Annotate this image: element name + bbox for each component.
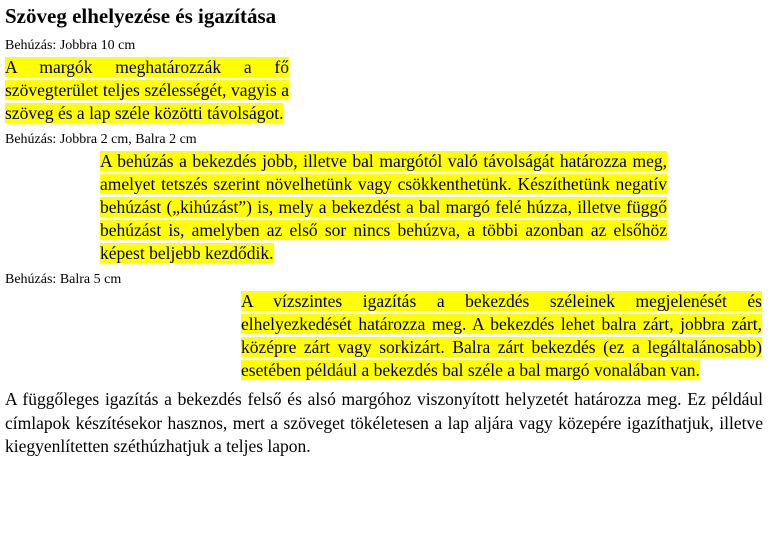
indent-note-3: Behúzás: Balra 5 cm xyxy=(5,271,122,287)
indent-note-2: Behúzás: Jobbra 2 cm, Balra 2 cm xyxy=(5,131,197,147)
paragraph-margins xyxy=(5,56,289,126)
highlighted-text-1: A margók meghatározzák a fő szövegterület teljes szélességét, vagyis a szöveg és a lap széle közötti távolságot. xyxy=(5,57,289,124)
highlighted-text-2: A behúzás a bekezdés jobb, illetve bal margótól való távolságát határozza meg, amelyet tetszés szerint növelhetünk vagy csökkenthetünk. Készíthetünk negatív behúzást („kihúzást”) is, mely a bekezdést a bal margó felé húzza, illetve függő behúzást is, amelyben az első sor nincs behúzva, a többi azonban az elsőhöz képest beljebb kezdődik. xyxy=(100,150,667,264)
paragraph-horizontal-alignment xyxy=(241,290,762,383)
highlighted-text-3: A vízszintes igazítás a bekezdés széleinek megjelenését és elhelyezkedését határozza meg. A bekezdés lehet balra zárt, jobbra zárt, középre zárt vagy sorkizárt. Balra zárt bekezdés (ez a legáltalánosabb) esetében például a bekezdés bal széle a bal margó vonalában van. xyxy=(241,290,762,381)
page-title: Szöveg elhelyezése és igazítása xyxy=(5,4,277,28)
paragraph-indentation xyxy=(100,150,667,266)
document-page xyxy=(5,4,765,458)
paragraph-vertical-alignment: A függőleges igazítás a bekezdés felső és alsó margóhoz viszonyított helyzetét határozza meg. Ez például címlapok készítésekor hasznos, mert a szöveget tökéletesen a lap aljára vagy közepére igazíthatjuk, illetve kiegyenlítetten széthúzhatjuk a teljes lapon. xyxy=(5,389,763,456)
indent-note-1: Behúzás: Jobbra 10 cm xyxy=(5,38,136,53)
